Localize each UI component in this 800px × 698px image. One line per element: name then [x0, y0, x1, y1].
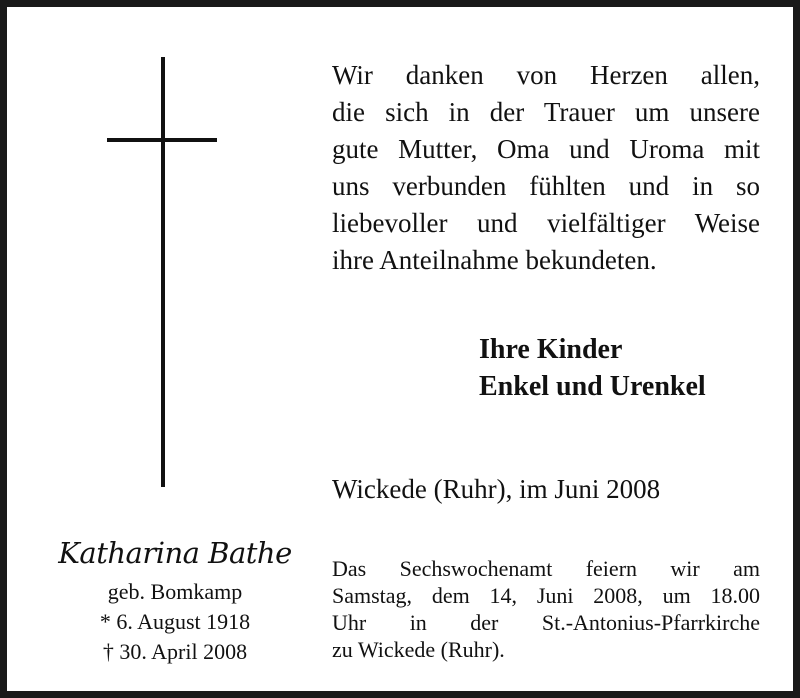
deceased-maiden-name: geb. Bomkamp	[107, 579, 243, 604]
cross-vertical-bar	[161, 57, 165, 487]
signers-children: Ihre Kinder	[479, 334, 623, 365]
cross-horizontal-bar	[107, 138, 217, 142]
thanks-line: Wir danken von Herzen allen,	[332, 60, 760, 90]
mass-info-line: Das Sechswochenamt feiern wir am	[332, 556, 760, 581]
signers-block	[479, 331, 706, 405]
memorial-mass-info	[332, 555, 760, 663]
thanks-line: die sich in der Trauer um unsere	[332, 97, 760, 127]
thanks-line: ihre Anteilnahme bekundeten.	[332, 245, 657, 275]
thanks-paragraph	[332, 57, 760, 279]
deceased-block	[57, 535, 293, 667]
deceased-death-date: † 30. April 2008	[102, 639, 248, 664]
mass-info-line: Uhr in der St.-Antonius-Pfarrkirche	[332, 610, 760, 635]
thanks-line: uns verbunden fühlten und in so	[332, 171, 760, 201]
deceased-name: Katharina Bathe	[58, 536, 292, 570]
signers-grandchildren: Enkel und Urenkel	[479, 371, 706, 402]
mass-info-line: Samstag, dem 14, Juni 2008, um 18.00	[332, 583, 760, 608]
deceased-birth-date: * 6. August 1918	[99, 609, 251, 634]
thanks-line: liebevoller und vielfältiger Weise	[332, 208, 760, 238]
mass-info-line: zu Wickede (Ruhr).	[332, 637, 505, 662]
thanks-line: gute Mutter, Oma und Uroma mit	[332, 134, 760, 164]
place-date: Wickede (Ruhr), im Juni 2008	[332, 474, 661, 504]
